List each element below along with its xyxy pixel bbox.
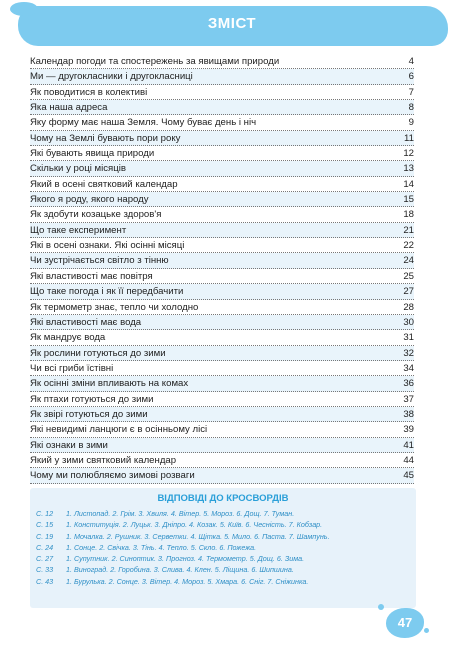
toc-entry-page: 36 bbox=[403, 378, 414, 390]
toc-entry[interactable] bbox=[30, 238, 414, 253]
toc-entry-title: Як птахи готуються до зими bbox=[30, 393, 154, 405]
toc-entry-title: Як осінні зміни впливають на комах bbox=[30, 378, 189, 390]
toc-entry[interactable] bbox=[30, 253, 414, 268]
toc-entry-page: 30 bbox=[403, 316, 414, 328]
toc-entry[interactable] bbox=[30, 468, 414, 483]
answer-text: 1. Супутник. 2. Синоптик. 3. Прогноз. 4. Термометр. 5. Дощ. 6. Зима. bbox=[66, 554, 305, 564]
toc-entry[interactable] bbox=[30, 346, 414, 361]
toc-entry-title: Яка наша адреса bbox=[30, 102, 108, 114]
toc-entry-page: 38 bbox=[403, 408, 414, 420]
answer-text: 1. Листопад. 2. Грім. 3. Хвиля. 4. Вітер. 5. Мороз. 6. Дощ. 7. Туман. bbox=[66, 509, 295, 518]
answer-row bbox=[36, 519, 330, 530]
toc-entry-title: Який в осені святковий календар bbox=[30, 178, 178, 190]
toc-entry[interactable] bbox=[30, 161, 414, 176]
answer-text: 1. Виноград. 2. Горобина. 3. Слива. 4. Клен. 5. Ліщина. 6. Шипшина. bbox=[66, 565, 294, 575]
toc-entry-title: Як звірі готуються до зими bbox=[30, 408, 148, 420]
toc-entry[interactable] bbox=[30, 177, 414, 192]
toc-entry[interactable] bbox=[30, 315, 414, 330]
toc-entry-page: 13 bbox=[403, 163, 414, 175]
toc-entry[interactable] bbox=[30, 207, 414, 222]
badge-splash bbox=[378, 604, 384, 610]
toc-entry-title: Що таке погода і як її передбачити bbox=[30, 286, 184, 298]
toc-entry[interactable] bbox=[30, 131, 414, 146]
toc-entry-title: Чому на Землі бувають пори року bbox=[30, 132, 181, 144]
toc-entry[interactable] bbox=[30, 330, 414, 345]
answer-row bbox=[36, 576, 330, 587]
toc-entry-title: Як поводитися в колективі bbox=[30, 86, 148, 98]
toc-entry-title: Як мандрує вода bbox=[30, 332, 106, 344]
answers-title: ВІДПОВІДІ ДО КРОСВОРДІВ bbox=[157, 493, 289, 504]
toc-entry[interactable] bbox=[30, 192, 414, 207]
answer-page-ref: С. 27 bbox=[36, 554, 54, 564]
toc-entry[interactable] bbox=[30, 361, 414, 376]
badge-splash bbox=[424, 628, 429, 633]
toc-entry-title: Чому ми полюбляємо зимові розваги bbox=[30, 470, 195, 482]
toc-entry-title: Яку форму має наша Земля. Чому буває день і ніч bbox=[30, 117, 257, 129]
toc-entry[interactable] bbox=[30, 284, 414, 299]
toc-entry-page: 22 bbox=[403, 240, 414, 252]
toc-entry-page: 41 bbox=[403, 439, 414, 451]
answer-row bbox=[36, 542, 330, 553]
toc-entry[interactable] bbox=[30, 453, 414, 468]
toc-entry[interactable] bbox=[30, 100, 414, 115]
toc-entry[interactable] bbox=[30, 54, 414, 69]
toc-entry[interactable] bbox=[30, 407, 414, 422]
answer-page-ref: С. 19 bbox=[36, 531, 54, 541]
toc-entry-page: 4 bbox=[408, 56, 414, 67]
toc-entry-title: Який у зими святковий календар bbox=[30, 454, 177, 466]
answer-page-ref: С. 43 bbox=[36, 576, 54, 586]
toc-entry-title: Скільки у році місяців bbox=[30, 163, 126, 175]
toc-entry[interactable] bbox=[30, 223, 414, 238]
toc-entry-page: 45 bbox=[403, 470, 414, 482]
toc-entry[interactable] bbox=[30, 300, 414, 315]
toc-entry-page: 27 bbox=[403, 286, 414, 298]
answer-text: 1. Бурулька. 2. Сонце. 3. Вітер. 4. Мороз. 5. Хмара. 6. Сніг. 7. Сніжинка. bbox=[66, 576, 309, 586]
answer-row bbox=[36, 564, 330, 575]
toc-entry-title: Які в осені ознаки. Які осінні місяці bbox=[30, 240, 185, 252]
toc-entry-page: 37 bbox=[403, 393, 414, 405]
toc-entry-page: 24 bbox=[403, 255, 414, 267]
toc-entry-page: 14 bbox=[403, 178, 414, 190]
toc-entry-page: 25 bbox=[403, 270, 414, 282]
toc-entry-page: 8 bbox=[408, 102, 414, 114]
toc-entry-title: Чи всі гриби їстівні bbox=[30, 362, 114, 374]
toc-entry-page: 44 bbox=[403, 454, 414, 466]
answer-page-ref: С. 24 bbox=[36, 542, 54, 552]
answer-row bbox=[36, 553, 330, 564]
toc-entry[interactable] bbox=[30, 438, 414, 453]
toc-entry-title: Якого я роду, якого народу bbox=[30, 194, 149, 206]
toc-entry-page: 18 bbox=[403, 209, 414, 221]
toc-entry-page: 15 bbox=[403, 194, 414, 206]
toc-entry-page: 39 bbox=[403, 424, 414, 436]
toc-entry-page: 32 bbox=[403, 347, 414, 359]
toc-entry-title: Як термометр знає, тепло чи холодно bbox=[30, 301, 199, 313]
toc-entry-page: 34 bbox=[403, 362, 414, 374]
toc-entry-title: Які властивості має повітря bbox=[30, 270, 153, 282]
toc-entry[interactable] bbox=[30, 85, 414, 100]
toc-entry-title: Які ознаки в зими bbox=[30, 439, 108, 451]
crossword-answers-box bbox=[30, 488, 416, 608]
answer-page-ref: С. 15 bbox=[36, 520, 54, 530]
toc-entry-page: 9 bbox=[408, 117, 414, 129]
table-of-contents bbox=[30, 54, 414, 484]
toc-entry-title: Які властивості має вода bbox=[30, 316, 142, 328]
toc-entry-title: Ми — другокласники і другокласниці bbox=[30, 71, 193, 83]
toc-entry[interactable] bbox=[30, 392, 414, 407]
toc-entry-title: Чи зустрічається світло з тінню bbox=[30, 255, 169, 267]
toc-entry-page: 21 bbox=[403, 224, 414, 236]
page-title: ЗМІСТ bbox=[207, 15, 257, 32]
toc-entry-page: 31 bbox=[403, 332, 414, 344]
toc-entry-page: 28 bbox=[403, 301, 414, 313]
toc-entry-title: Як рослини готуються до зими bbox=[30, 347, 166, 359]
answers-list bbox=[36, 508, 330, 587]
toc-entry[interactable] bbox=[30, 269, 414, 284]
answer-page-ref: С. 33 bbox=[36, 565, 54, 575]
answer-row bbox=[36, 531, 330, 542]
answer-text: 1. Мочалка. 2. Рушник. 3. Серветки. 4. Щітка. 5. Мило. 6. Паста. 7. Шампунь. bbox=[66, 531, 330, 541]
toc-entry[interactable] bbox=[30, 146, 414, 161]
toc-entry-title: Що таке експеримент bbox=[30, 224, 127, 236]
page-number-badge bbox=[386, 608, 424, 638]
toc-entry-title: Які бувають явища природи bbox=[30, 148, 155, 160]
toc-entry-title: Як здобути козацьке здоров'я bbox=[30, 209, 162, 221]
toc-entry-page: 7 bbox=[408, 86, 414, 98]
banner-splash bbox=[10, 2, 38, 16]
toc-entry-title: Які невидимі ланцюги є в осінньому лісі bbox=[30, 424, 208, 436]
answer-page-ref: С. 12 bbox=[36, 509, 54, 518]
page-number: 47 bbox=[397, 615, 413, 630]
toc-entry-page: 11 bbox=[404, 132, 414, 144]
answer-text: 1. Сонце. 2. Свічка. 3. Тінь. 4. Тепло. 5. Скло. 6. Пожежа. bbox=[66, 542, 257, 552]
toc-entry-title: Календар погоди та спостережень за явищами природи bbox=[30, 56, 280, 67]
toc-entry-page: 12 bbox=[403, 148, 414, 160]
answer-text: 1. Конституція. 2. Луцьк. 3. Дніпро. 4. Козак. 5. Київ. 6. Чесність. 7. Кобзар. bbox=[66, 520, 323, 530]
toc-entry[interactable] bbox=[30, 376, 414, 391]
toc-entry[interactable] bbox=[30, 422, 414, 437]
toc-entry[interactable] bbox=[30, 69, 414, 84]
toc-entry[interactable] bbox=[30, 115, 414, 130]
answer-row bbox=[36, 508, 330, 519]
toc-entry-page: 6 bbox=[408, 71, 414, 83]
